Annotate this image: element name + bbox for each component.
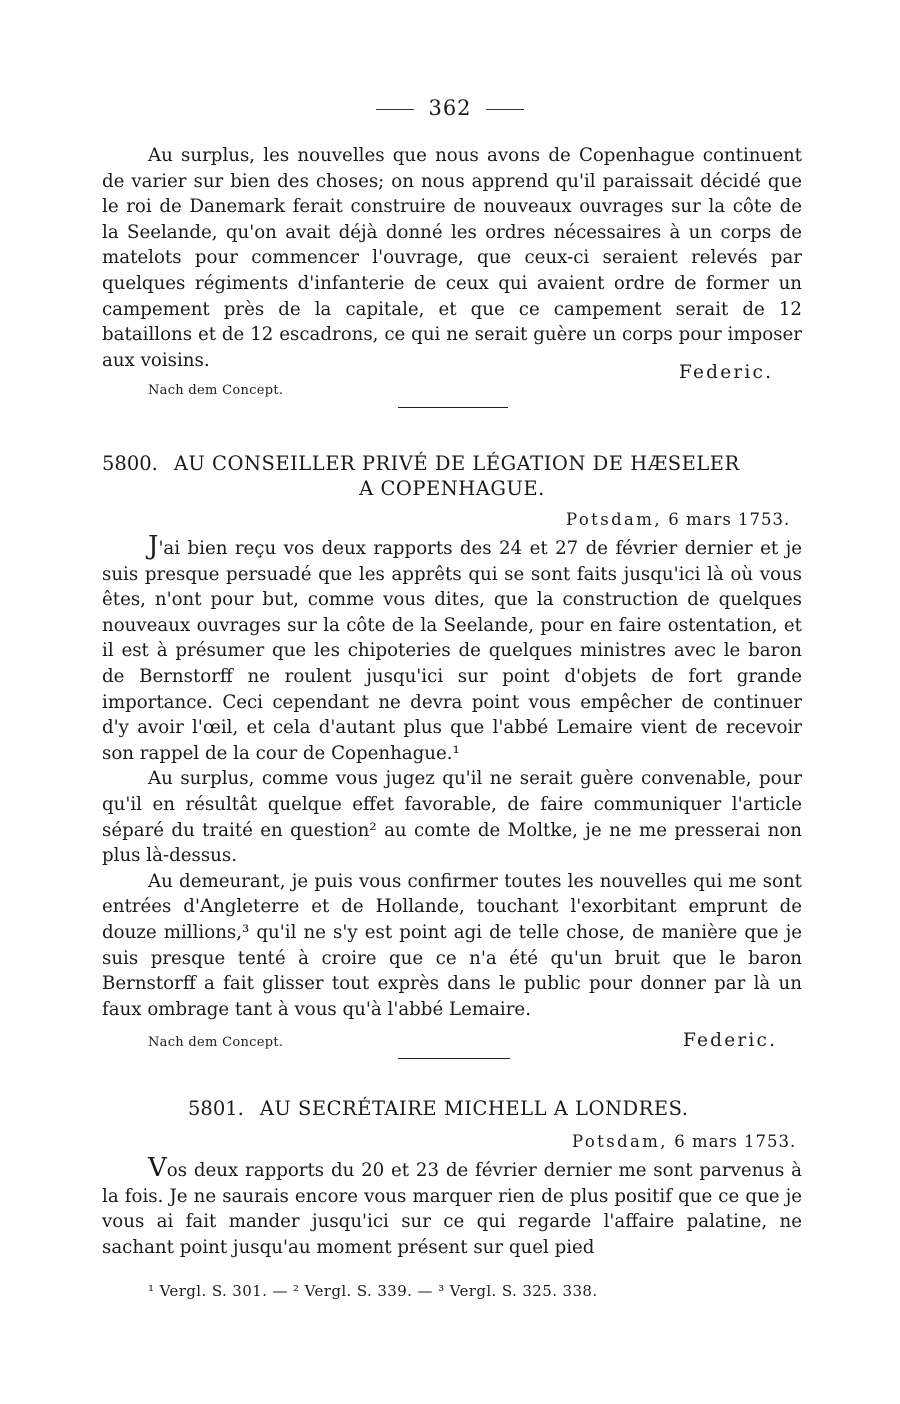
page-number-dash-right: [486, 109, 524, 110]
letter-5801-number: 5801.: [188, 1097, 244, 1120]
letter-5800-body: [102, 531, 802, 1022]
letter-5800-signature: Federic.: [683, 1030, 778, 1051]
letter-5800-paragraph-1-text: 'ai bien reçu vos deux rapports des 24 et 27 de février dernier et je suis presque persuadé que les apprêts qui se sont faits jusqu'ici là où vous êtes, n'ont pour but, comme vous dites, que la construction de quelques nouveaux ouvrages sur la côte de la Seelande, pour en faire ostentation, et il est à présumer que les chipoteries de quelques ministres avec le baron de Bernstorff ne roulent jusqu'ici sur point d'objets de fort grande importance. Ceci cependant ne devra point vous empêcher de continuer d'y avoir l'œil, et cela d'autant plus que l'abbé Lemaire vient de recevoir son rappel de la cour de Copenhague.¹: [102, 538, 802, 764]
opening-paragraph-block: [102, 143, 802, 373]
letter-5800-paragraph-1: [102, 531, 802, 766]
letter-5800-dropcap: J: [148, 531, 159, 561]
letter-5800-source-note: Nach dem Concept.: [148, 1035, 284, 1050]
letter-5800-paragraph-3: Au demeurant, je puis vous confirmer toutes les nouvelles qui me sont entrées d'Angleterre et de Hollande, touchant l'exorbitant emprunt de douze millions,³ qu'il ne s'y est point agi de telle chose, de manière que je suis presque tenté à croire que ce n'a été qu'un bruit que le baron Bernstorff a fait glisser tout exprès dans le public pour donner par là un faux ombrage tant à vous qu'à l'abbé Lemaire.: [102, 870, 802, 1020]
letter-5801-date: 6 mars 1753.: [674, 1132, 797, 1151]
footnotes: ¹ Vergl. S. 301. — ² Vergl. S. 339. — ³ Vergl. S. 325. 338.: [148, 1282, 598, 1300]
separator-rule: [398, 1058, 510, 1059]
letter-5801-heading-line1: AU SECRÉTAIRE MICHELL A LONDRES.: [259, 1097, 689, 1120]
letter-5800-place: Potsdam,: [566, 510, 662, 529]
letter-5800-date: 6 mars 1753.: [668, 510, 791, 529]
opening-source-note: Nach dem Concept.: [148, 383, 284, 398]
page-number: [0, 96, 900, 120]
letter-5801-dropcap: V: [148, 1153, 167, 1183]
letter-5800-heading-line2: A COPENHAGUE.: [359, 477, 545, 500]
letter-5801-body: [102, 1153, 802, 1260]
letter-5800-heading-line1: AU CONSEILLER PRIVÉ DE LÉGATION DE HÆSELER: [173, 452, 740, 475]
opening-paragraph: Au surplus, les nouvelles que nous avons de Copenhague continuent de varier sur bien des choses; on nous apprend qu'il paraissait décidé que le roi de Danemark ferait construire de nouveaux ouvrages sur la côte de la Seelande, qu'on avait déjà donné les ordres nécessaires à un corps de matelots pour commencer l'ouvrage, que ceux-ci seraient relevés par quelques régiments d'infanterie de ceux qui avaient ordre de former un campement près de la capitale, et que ce campement serait de 12 bataillons et de 12 escadrons, ce qui ne serait guère un corps pour imposer aux voisins.: [102, 145, 802, 371]
letter-5801-dateline: [572, 1132, 796, 1151]
letter-5800-paragraph-2: Au surplus, comme vous jugez qu'il ne serait guère convenable, pour qu'il en résultât quelque effet favorable, de faire communiquer l'article séparé du traité en question² au comte de Moltke, je ne me presserai non plus là-dessus.: [102, 768, 802, 867]
letter-5801-paragraph-1-text: os deux rapports du 20 et 23 de février dernier me sont parvenus à la fois. Je ne saurais encore vous marquer rien de plus positif que ce que je vous ai fait mander jusqu'ici sur ce qui regarde l'affaire palatine, ne sachant point jusqu'au moment présent sur quel pied: [102, 1160, 802, 1258]
page-number-text: 362: [428, 96, 472, 120]
letter-5801-place: Potsdam,: [572, 1132, 668, 1151]
letter-5800-number: 5800.: [102, 452, 158, 475]
letter-5800-dateline: [566, 510, 790, 529]
letter-5800-heading: [102, 451, 802, 501]
letter-5801-paragraph-1: [102, 1153, 802, 1260]
page-number-dash-left: [376, 109, 414, 110]
opening-signature: Federic.: [679, 362, 774, 383]
separator-rule: [398, 407, 508, 408]
letter-5801-heading: [188, 1096, 808, 1121]
